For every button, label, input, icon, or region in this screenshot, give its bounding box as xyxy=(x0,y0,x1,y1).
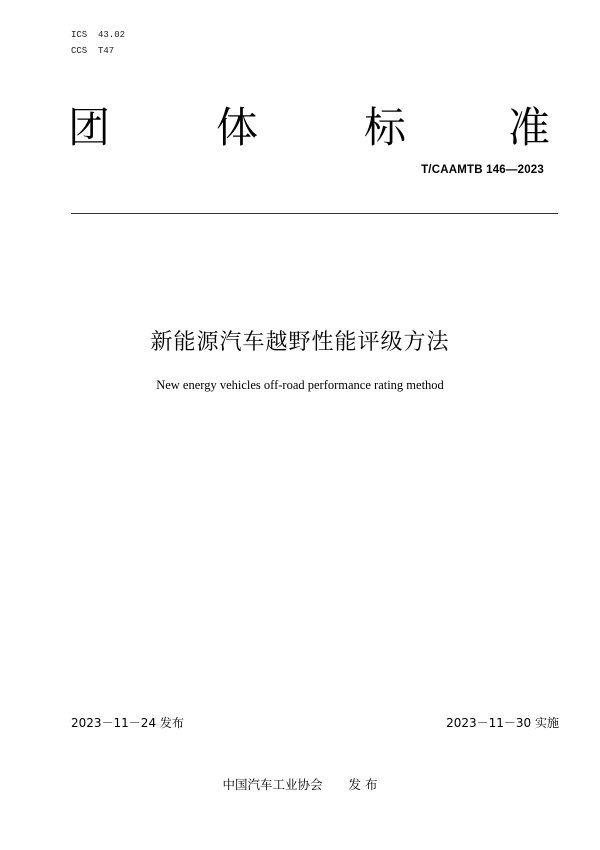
publisher-action: 发 布 xyxy=(348,777,378,792)
ics-code: ICS 43.02 xyxy=(71,30,126,40)
document-title-english: New energy vehicles off-road performance rating method xyxy=(156,378,444,392)
publish-date: 2023－11－24 发布 xyxy=(71,716,184,730)
ccs-code: CCS T47 xyxy=(71,46,115,56)
standard-type-char: 体 xyxy=(216,103,259,152)
document-title-chinese: 新能源汽车越野性能评级方法 xyxy=(150,330,450,355)
publisher-line xyxy=(0,775,600,793)
standard-type-char: 团 xyxy=(68,103,111,152)
header-divider xyxy=(71,213,558,214)
classification-codes xyxy=(71,27,125,59)
publisher-organization: 中国汽车工业协会 xyxy=(222,777,323,792)
standard-type-heading xyxy=(68,98,554,158)
standard-type-char: 准 xyxy=(508,103,551,152)
standard-type-char: 标 xyxy=(364,103,407,152)
implementation-date: 2023－11－30 实施 xyxy=(446,716,559,730)
standard-number: T/CAAMTB 146—2023 xyxy=(421,164,544,176)
